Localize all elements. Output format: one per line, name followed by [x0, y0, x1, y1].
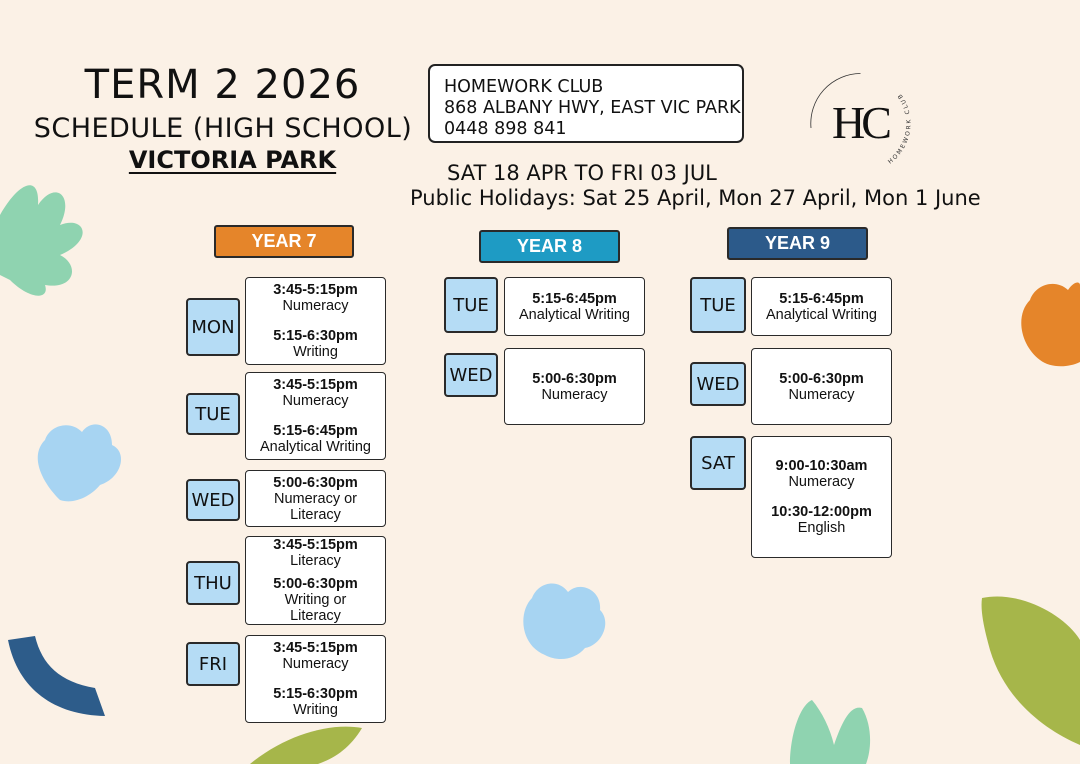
- club-name: HOMEWORK CLUB: [444, 77, 604, 97]
- public-holidays: Public Holidays: Sat 25 April, Mon 27 April, Mon 1 June: [410, 186, 981, 210]
- day-label-tue: TUE: [690, 277, 746, 333]
- session-box: [751, 436, 892, 558]
- day-label-wed: WED: [690, 362, 746, 406]
- day-label-tue: TUE: [444, 277, 498, 333]
- session-time: 5:15-6:45pm: [532, 290, 617, 307]
- session-subject: Analytical Writing: [766, 306, 877, 323]
- session-box: [504, 277, 645, 336]
- session-box: [245, 635, 386, 723]
- session-box: [504, 348, 645, 425]
- session-time: 3:45-5:15pm: [273, 537, 358, 553]
- session-box: [245, 470, 386, 527]
- club-address: 868 ALBANY HWY, EAST VIC PARK: [444, 98, 741, 118]
- olive-leaf-right: [982, 596, 1080, 745]
- olive-leaf-bottom-left: [250, 727, 362, 764]
- session-time: 10:30-12:00pm: [771, 504, 872, 520]
- logo-ring-text: HOMEWORK CLUB: [886, 91, 913, 166]
- day-label-tue: TUE: [186, 393, 240, 435]
- session-time: 3:45-5:15pm: [273, 640, 358, 656]
- session-subject: Analytical Writing: [519, 306, 630, 323]
- navy-arc-bottom-left: [8, 636, 105, 716]
- year-tag-7: YEAR 7: [214, 225, 354, 258]
- day-label-thu: THU: [186, 561, 240, 605]
- session-subject: Numeracy or Literacy: [274, 490, 357, 523]
- green-leaf-cluster-left: [0, 185, 83, 295]
- session-box: [245, 372, 386, 460]
- year-tag-9: YEAR 9: [727, 227, 868, 260]
- blue-leaf-bottom-center: [523, 583, 605, 659]
- session-time: 5:15-6:45pm: [779, 290, 864, 307]
- session-time: 9:00-10:30am: [775, 458, 868, 474]
- session-subject: Analytical Writing: [260, 439, 371, 455]
- day-label-sat: SAT: [690, 436, 746, 490]
- day-label-mon: MON: [186, 298, 240, 356]
- session-time: 5:00-6:30pm: [532, 370, 617, 387]
- session-time: 5:15-6:30pm: [273, 686, 358, 702]
- svg-text:HOMEWORK CLUB: [887, 91, 913, 166]
- address-box: [428, 64, 744, 143]
- session-subject: Numeracy: [282, 298, 349, 314]
- day-label-wed: WED: [444, 353, 498, 397]
- session-subject: Writing or Literacy: [284, 592, 347, 624]
- club-phone: 0448 898 841: [444, 119, 567, 139]
- session-subject: Numeracy: [541, 386, 608, 403]
- session-time: 5:15-6:30pm: [273, 328, 358, 344]
- session-subject: Writing: [293, 344, 338, 360]
- session-time: 5:15-6:45pm: [273, 423, 358, 439]
- session-box: [751, 348, 892, 425]
- page-title: TERM 2 2026: [84, 62, 361, 108]
- session-box: [245, 536, 386, 625]
- page-subtitle: SCHEDULE (HIGH SCHOOL): [33, 113, 413, 144]
- session-box: [245, 277, 386, 365]
- location-heading: VICTORIA PARK: [128, 146, 337, 174]
- session-subject: Numeracy: [282, 393, 349, 409]
- session-subject: Numeracy: [788, 474, 855, 490]
- session-time: 5:00-6:30pm: [779, 370, 864, 387]
- session-time: 3:45-5:15pm: [273, 282, 358, 298]
- green-leaf-bottom-right: [790, 700, 870, 764]
- day-label-wed: WED: [186, 479, 240, 521]
- orange-leaf-right: [1021, 283, 1080, 367]
- session-time: 5:00-6:30pm: [273, 474, 358, 491]
- term-dates: SAT 18 APR TO FRI 03 JUL: [447, 161, 717, 185]
- session-subject: English: [797, 520, 846, 536]
- session-subject: Numeracy: [788, 386, 855, 403]
- blue-leaf-left: [38, 424, 121, 501]
- day-label-fri: FRI: [186, 642, 240, 686]
- session-box: [751, 277, 892, 336]
- session-subject: Literacy: [290, 553, 341, 569]
- homework-club-logo: [803, 66, 918, 181]
- session-subject: Writing: [293, 702, 338, 718]
- session-subject: Numeracy: [282, 656, 349, 672]
- year-tag-8: YEAR 8: [479, 230, 620, 263]
- logo-monogram: HC: [832, 97, 888, 148]
- session-time: 3:45-5:15pm: [273, 377, 358, 393]
- session-time: 5:00-6:30pm: [273, 576, 358, 592]
